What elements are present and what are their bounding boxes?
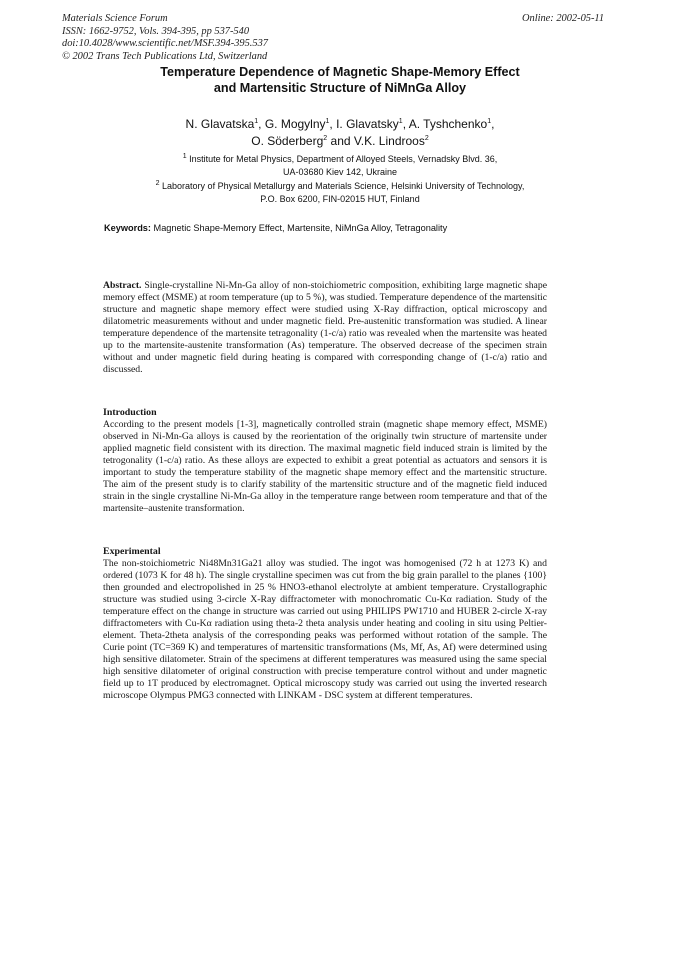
affiliation-address: P.O. Box 6200, FIN-02015 HUT, Finland	[260, 194, 420, 204]
publication-info	[62, 13, 268, 63]
paper-title	[90, 65, 590, 96]
introduction-text: According to the present models [1-3], magnetically controlled strain (magnetic shape memory effect, MSME) observed in Ni-Mn-Ga alloys is caused by the reorientation of the originally twin structure of martensite under applied magnetic field consistent with its direction. The maximal magnetic field induced strain is limited by the tetrogonality (1-c/a) ratio. As these alloys are expected to exhibit a great potential as actuators and sensors it is important to study the temperature stability of the magnetic shape memory effect and the martensitic structure. The aim of the present study is to clarify stability of the martensitic structure and of the magnetic field induced strain in the single crystalline Ni-Mn-Ga alloy in the temperature range between room temperature and that of the martensite–austenite transformation.	[103, 419, 547, 514]
author-name: N. Glavatska	[185, 117, 255, 131]
author-separator: ,	[491, 117, 495, 131]
affiliation-mark: 1	[182, 153, 187, 160]
introduction-section	[103, 407, 547, 515]
introduction-heading: Introduction	[103, 407, 157, 418]
author-separator: ,	[329, 117, 337, 131]
author-name: G. Mogylny	[264, 117, 326, 131]
author-affiliation-mark: 1	[254, 118, 259, 125]
author-list	[90, 116, 590, 149]
affiliation-address: UA-03680 Kiev 142, Ukraine	[282, 167, 398, 177]
abstract-label: Abstract.	[103, 280, 142, 291]
author-name: A. Tyshchenko	[408, 117, 488, 131]
abstract-paragraph	[103, 280, 547, 376]
doi-line[interactable]: doi:10.4028/www.scientific.net/MSF.394-395.537	[62, 38, 268, 50]
abstract-text: Single-crystalline Ni-Mn-Ga alloy of non-stoichiometric composition, exhibiting large magnetic shape memory effect (MSME) at room temperature (up to 5 %), was studied. Temperature dependence of the martensitic structure and magnetic shape memory effect were studied using X-Ray diffraction, optical microscopy and dilatometric measurements without and under magnetic field. Pre-austenitic transformation was studied. A linear temperature dependence of the martensite tetragonality (1-c/a) ratio was revealed when the martensite was heated up to the martensite-austenite transformation (As) temperature. The observed decrease of the specimen strain without and under magnetic field during heating is compared with corresponding change of (1-c/a) ratio and discussed.	[103, 280, 547, 375]
journal-name: Materials Science Forum	[62, 13, 168, 24]
authors-line-2	[90, 133, 590, 150]
author-affiliation-mark: 1	[325, 118, 330, 125]
author-affiliation-mark: 1	[487, 118, 492, 125]
author-and: and	[327, 133, 354, 148]
affiliation-text: Institute for Metal Physics, Department of Alloyed Steels, Vernadsky Blvd. 36,	[189, 154, 498, 164]
author-separator: ,	[402, 117, 409, 131]
online-date: Online: 2002-05-11	[522, 13, 605, 24]
author-name: V.K. Lindroos	[353, 133, 425, 148]
keywords-text: Magnetic Shape-Memory Effect, Martensite, NiMnGa Alloy, Tetragonality	[153, 223, 448, 233]
keywords-label: Keywords:	[104, 223, 151, 233]
affiliation-1	[90, 153, 590, 179]
authors-line-1	[90, 116, 590, 133]
copyright-line: © 2002 Trans Tech Publications Ltd, Switzerland	[62, 50, 268, 62]
author-name: I. Glavatsky	[336, 117, 399, 131]
author-affiliation-mark: 1	[398, 118, 403, 125]
author-affiliation-mark: 2	[323, 134, 328, 142]
author-affiliation-mark: 2	[424, 134, 429, 142]
keywords	[104, 223, 447, 233]
experimental-heading: Experimental	[103, 546, 161, 557]
affiliation-2	[90, 180, 590, 206]
affiliation-mark: 2	[155, 180, 160, 187]
author-name: O. Söderberg	[251, 133, 324, 148]
experimental-section	[103, 546, 547, 702]
title-line-2: and Martensitic Structure of NiMnGa Alloy	[213, 80, 467, 95]
author-separator: ,	[258, 117, 265, 131]
affiliation-line	[90, 180, 590, 193]
affiliation-line	[90, 153, 590, 166]
abstract-section	[103, 280, 547, 376]
affiliation-text: Laboratory of Physical Metallurgy and Materials Science, Helsinki University of Technology,	[162, 181, 525, 191]
experimental-text: The non-stoichiometric Ni48Mn31Ga21 alloy was studied. The ingot was homogenised (72 h at 1273 K) and ordered (1073 K for 48 h). The single crystalline specimen was cut from the big grain parallel to the planes {100} then grounded and electropolished in 25 % HNO3-ethanol electrolyte at ambient temperature. Crystallographic structure was studied using 3-circle X-Ray diffractometer with monochromatic Cu-Kα radiation. Study of the temperature effect on the change in structure was carried out using PHILIPS PW1710 and HUBER 2-circle X-ray diffractometers with Cu-Kα radiation using theta-2 theta analysis under heating and cooling in situ using Peltier-element. Theta-2theta analysis of the corresponding peaks was performed without rotation of the sample. The Curie point (TC=369 K) and temperatures of martensitic transformations (Ms, Mf, As, Af) were determined using high sensitive dilatometer. Strain of the specimens at different temperatures was measured using the same special high sensitive dilatometer of original construction with precise temperature control without and under magnetic field up to 1T produced by electromagnet. Optical microscopy study was carried out using the inverted research microscope Olympus PMG3 connected with LINKAM - DSC system at different temperatures.	[103, 558, 547, 701]
title-line-1: Temperature Dependence of Magnetic Shape-Memory Effect	[160, 65, 520, 79]
issn-line: ISSN: 1662-9752, Vols. 394-395, pp 537-540	[62, 25, 250, 37]
